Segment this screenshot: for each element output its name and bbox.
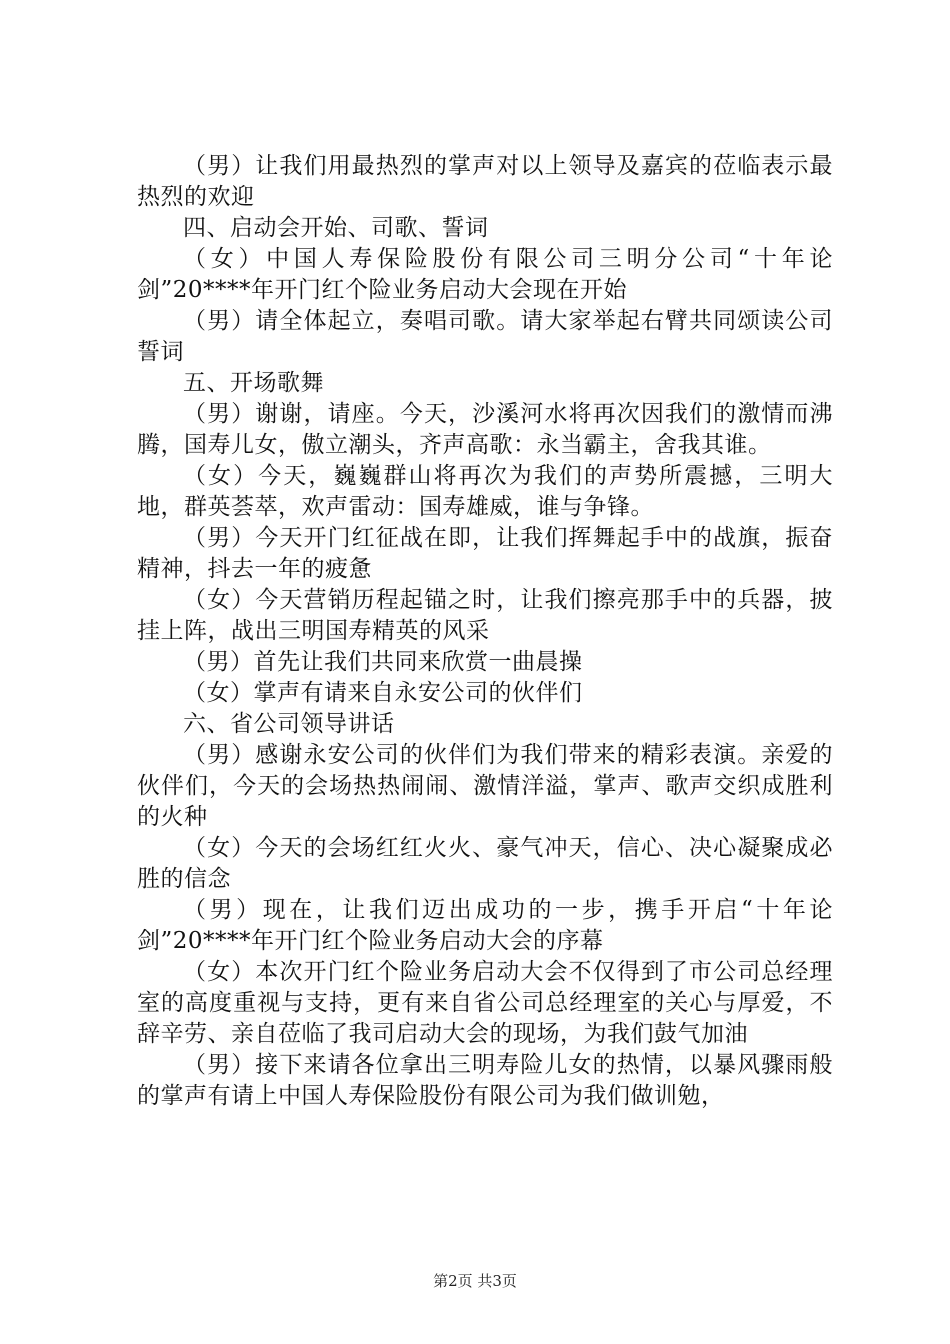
paragraph: （男）现在，让我们迈出成功的一步，携手开启“十年论剑”20****年开门红个险业务启动大会的序幕 — [137, 897, 833, 954]
page-footer: 第2页 共3页 — [433, 1272, 517, 1290]
paragraph: （男）感谢永安公司的伙伴们为我们带来的精彩表演。亲爱的伙伴们，今天的会场热热闹闹、激情洋溢，掌声、歌声交织成胜利的火种 — [137, 742, 833, 830]
section-heading: 四、启动会开始、司歌、誓词 — [183, 215, 489, 241]
paragraph: （女）本次开门红个险业务启动大会不仅得到了市公司总经理室的高度重视与支持，更有来自省公司总经理室的关心与厚爱，不辞辛劳、亲自莅临了我司启动大会的现场，为我们鼓气加油 — [137, 959, 833, 1047]
paragraph: （男）谢谢，请座。今天，沙溪河水将再次因我们的激情而沸腾，国寿儿女，傲立潮头，齐声高歌：永当霸主，舍我其谁。 — [137, 401, 833, 458]
section-heading: 六、省公司领导讲话 — [183, 711, 395, 737]
paragraph: （男）首先让我们共同来欣赏一曲晨操 — [183, 649, 583, 675]
paragraph: （男）请全体起立，奏唱司歌。请大家举起右臂共同颂读公司誓词 — [137, 308, 833, 365]
paragraph: （女）掌声有请来自永安公司的伙伴们 — [183, 680, 583, 706]
paragraph: （男）今天开门红征战在即，让我们挥舞起手中的战旗，振奋精神，抖去一年的疲惫 — [137, 525, 833, 582]
paragraph: （女）中国人寿保险股份有限公司三明分公司“十年论剑”20****年开门红个险业务启动大会现在开始 — [137, 246, 833, 303]
paragraph: （男）让我们用最热烈的掌声对以上领导及嘉宾的莅临表示最热烈的欢迎 — [137, 153, 833, 210]
paragraph: （女）今天，巍巍群山将再次为我们的声势所震撼，三明大地，群英荟萃，欢声雷动：国寿雄威，谁与争锋。 — [137, 463, 833, 520]
paragraph: （女）今天的会场红红火火、豪气冲天，信心、决心凝聚成必胜的信念 — [137, 835, 833, 892]
section-heading: 五、开场歌舞 — [183, 370, 324, 396]
paragraph: （男）接下来请各位拿出三明寿险儿女的热情，以暴风骤雨般的掌声有请上中国人寿保险股份有限公司为我们做训勉， — [137, 1052, 833, 1109]
paragraph: （女）今天营销历程起锚之时，让我们擦亮那手中的兵器，披挂上阵，战出三明国寿精英的风采 — [137, 587, 833, 644]
document-body — [137, 151, 833, 1112]
